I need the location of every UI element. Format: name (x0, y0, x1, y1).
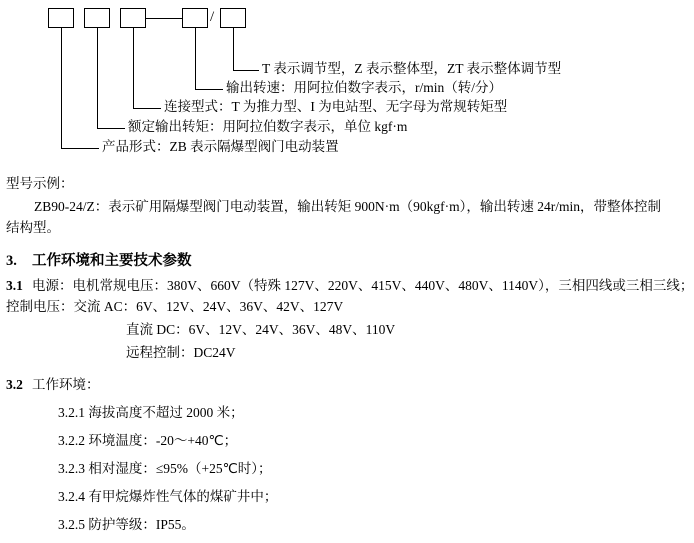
section-3-1-title: 电源： (32, 277, 73, 293)
code-box-1 (48, 8, 74, 28)
leader-vline-5 (61, 28, 62, 148)
section-3-2-2: 3.2.2 环境温度：-20～+40℃； (58, 433, 238, 449)
section-3-2-number: 3.2 (6, 377, 23, 393)
section-3-2-4: 3.2.4 有甲烷爆炸性气体的煤矿井中； (58, 489, 278, 505)
model-example-text: ZB90-24/Z：表示矿用隔爆型阀门电动装置，输出转矩 900N·m（90kgf·m），输出转速 24r/min，带整体控制结构型。 (6, 198, 661, 235)
callout-label-5: 产品形式：ZB 表示隔爆型阀门电动装置 (102, 139, 339, 154)
section-3-1-line-1: 电机常规电压：380V、660V（特殊 127V、220V、415V、440V、480V、1140V），三相四线或三相三线；控制电压：交流 AC：6V、12V、24V、36V、42V、127V (6, 277, 694, 314)
code-separator: / (210, 9, 215, 25)
callout-label-1: T 表示调节型，Z 表示整体型，ZT 表示整体调节型 (262, 61, 562, 76)
leader-hline-3 (133, 108, 161, 109)
connector-line-top (146, 18, 182, 19)
section-3-2 (0, 375, 694, 396)
callout-label-4: 额定输出转矩：用阿拉伯数字表示，单位 kgf·m (128, 119, 408, 134)
section-3-2-title: 工作环境： (32, 377, 100, 393)
section-3-2-3: 3.2.3 相对湿度：≤95%（+25℃时）； (58, 461, 272, 477)
section-3-1-number: 3.1 (6, 277, 23, 293)
section-3-title: 工作环境和主要技术参数 (32, 252, 192, 269)
section-3-2-5: 3.2.5 防护等级：IP55。 (58, 517, 195, 533)
leader-hline-1 (233, 70, 259, 71)
leader-hline-2 (195, 89, 223, 90)
leader-hline-4 (97, 128, 125, 129)
code-box-3 (120, 8, 146, 28)
code-box-4 (182, 8, 208, 28)
section-3-1-line-3: 远程控制：DC24V (126, 344, 236, 360)
callout-label-3: 连接型式：T 为推力型、I 为电站型、无字母为常规转矩型 (164, 99, 508, 114)
code-box-5 (220, 8, 246, 28)
leader-vline-1 (233, 28, 234, 70)
leader-vline-2 (195, 28, 196, 89)
leader-vline-4 (97, 28, 98, 128)
section-3-1-line-2: 直流 DC：6V、12V、24V、36V、48V、110V (126, 321, 396, 337)
section-3-1 (0, 276, 694, 318)
section-3-heading (0, 249, 694, 270)
model-example-label: 型号示例： (6, 176, 74, 191)
callout-label-2: 输出转速：用阿拉伯数字表示，r/min（转/分） (226, 80, 502, 95)
model-code-diagram (0, 0, 694, 170)
section-3-number: 3. (6, 252, 17, 269)
code-box-2 (84, 8, 110, 28)
section-3-2-1: 3.2.1 海拔高度不超过 2000 米； (58, 405, 244, 421)
leader-vline-3 (133, 28, 134, 108)
leader-hline-5 (61, 148, 99, 149)
